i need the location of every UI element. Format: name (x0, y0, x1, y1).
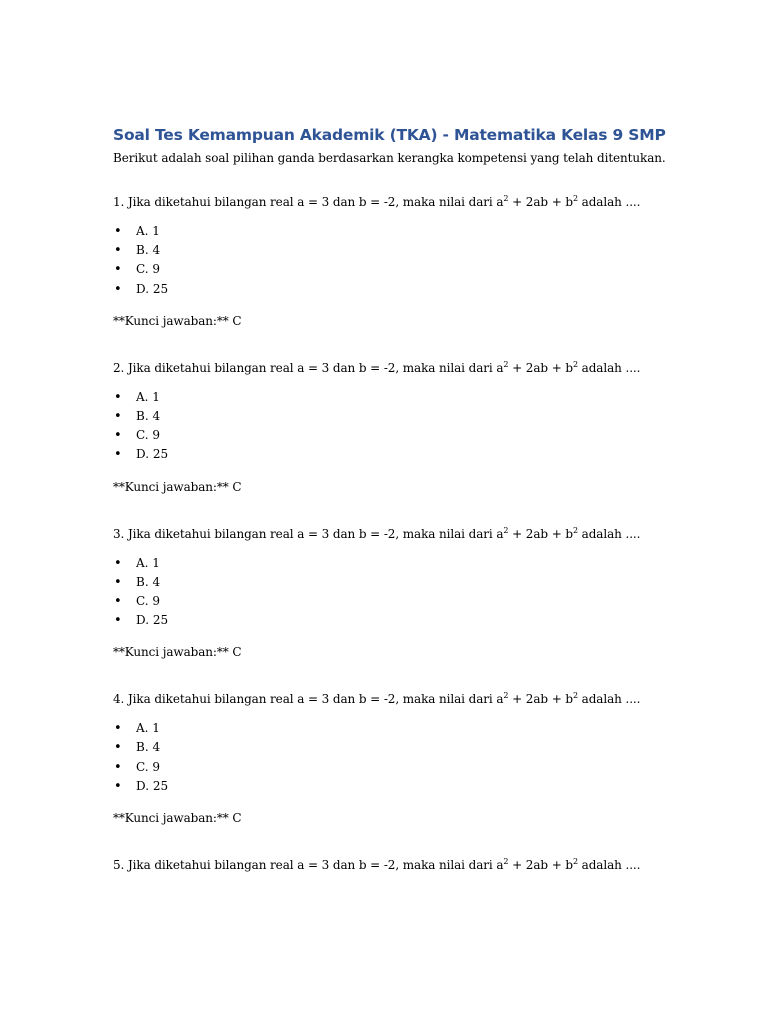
document-body (113, 122, 673, 876)
question-1 (113, 191, 673, 331)
question-text: 1. Jika diketahui bilangan real a = 3 dan b = -2, maka nilai dari $a^2 + 2ab + b^2$ adalah .... (113, 194, 641, 209)
bullet-icon: • (114, 759, 122, 775)
exponent: 2 (503, 525, 509, 535)
question-text: 4. Jika diketahui bilangan real a = 3 dan b = -2, maka nilai dari $a^2 + 2ab + b^2$ adalah .... (113, 691, 641, 707)
bullet-icon: • (114, 428, 122, 444)
option-c: • C. 9 (113, 758, 673, 777)
answer-key: **Kunci jawaban:** C (113, 479, 242, 494)
bullet-icon: • (114, 574, 122, 590)
bullet-icon: • (114, 447, 122, 463)
bullet-icon: • (114, 555, 122, 571)
exponent: 2 (503, 857, 509, 866)
question-text: 5. Jika diketahui bilangan real a = 3 dan b = -2, maka nilai dari $a^2 + 2ab + b^2$ adalah .... (113, 857, 641, 872)
option-a: • A. 1 (113, 388, 673, 407)
exponent: 2 (572, 525, 578, 535)
option-b: • B. 4 (113, 407, 673, 426)
exponent: 2 (503, 194, 509, 203)
option-d: • D. 25 (113, 445, 673, 464)
document-title: Soal Tes Kemampuan Akademik (TKA) - Matematika Kelas 9 SMP (113, 126, 666, 144)
question-4 (113, 688, 673, 828)
answer-options (113, 222, 673, 299)
option-c: • C. 9 (113, 260, 673, 279)
option-d: • D. 25 (113, 777, 673, 796)
bullet-icon: • (114, 389, 122, 405)
bullet-icon: • (114, 613, 122, 629)
exponent: 2 (503, 359, 509, 369)
option-c: • C. 9 (113, 426, 673, 445)
option-a: • A. 1 (113, 719, 673, 738)
bullet-icon: • (114, 408, 122, 424)
option-b: • B. 4 (113, 738, 673, 757)
exponent: 2 (572, 857, 578, 866)
answer-key: **Kunci jawaban:** C (113, 811, 242, 825)
exponent: 2 (572, 691, 578, 701)
question-5 (113, 854, 673, 876)
exponent: 2 (503, 691, 509, 701)
option-a: • A. 1 (113, 554, 673, 573)
document-intro: Berikut adalah soal pilihan ganda berdasarkan kerangka kompetensi yang telah ditentukan. (113, 151, 666, 165)
question-text: 3. Jika diketahui bilangan real a = 3 dan b = -2, maka nilai dari $a^2 + 2ab + b^2$ adalah .... (113, 525, 641, 541)
bullet-icon: • (114, 740, 122, 756)
bullet-icon: • (114, 262, 122, 278)
bullet-icon: • (114, 593, 122, 609)
option-b: • B. 4 (113, 573, 673, 592)
question-3 (113, 523, 673, 663)
option-c: • C. 9 (113, 592, 673, 611)
option-d: • D. 25 (113, 280, 673, 299)
bullet-icon: • (114, 224, 122, 239)
bullet-icon: • (114, 281, 122, 297)
answer-options (113, 554, 673, 631)
answer-key: **Kunci jawaban:** C (113, 645, 242, 660)
answer-key: **Kunci jawaban:** C (113, 313, 242, 328)
bullet-icon: • (114, 243, 122, 259)
answer-options (113, 719, 673, 796)
option-b: • B. 4 (113, 241, 673, 260)
option-a: • A. 1 (113, 222, 673, 241)
answer-options (113, 388, 673, 465)
bullet-icon: • (114, 778, 122, 794)
question-text: 2. Jika diketahui bilangan real a = 3 dan b = -2, maka nilai dari $a^2 + 2ab + b^2$ adalah .... (113, 359, 641, 375)
question-2 (113, 357, 673, 497)
bullet-icon: • (114, 721, 122, 737)
exponent: 2 (572, 359, 578, 369)
option-d: • D. 25 (113, 611, 673, 630)
exponent: 2 (572, 194, 578, 203)
